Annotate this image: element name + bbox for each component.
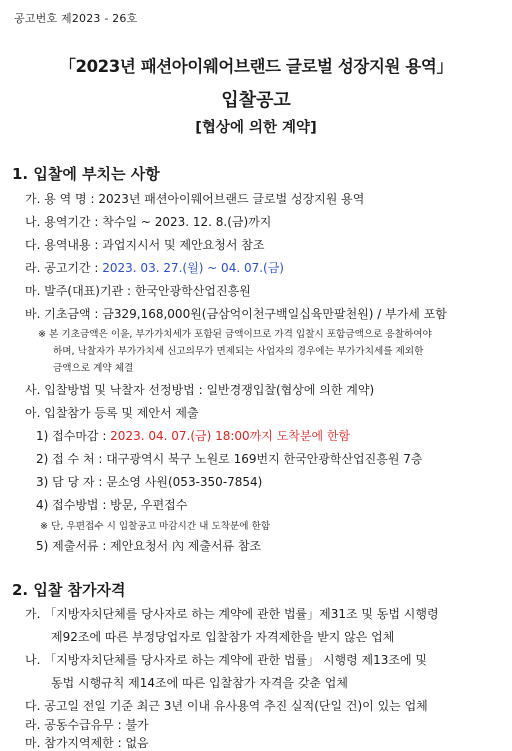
note-line-3: 금액으로 계약 체결 [53,363,134,374]
subitem-value: 문소영 사원(053-350-7854) [106,475,263,489]
item-value: 한국안광학산업진흥원 [134,284,251,298]
item-label: 라. 공고기간 : [25,261,103,275]
subitem-label: 5) 제출서류 : [36,539,111,553]
subitem-value: 대구광역시 북구 노원로 169번지 한국안광학산업진흥원 7층 [106,452,423,466]
qualification-line: 라. 공동수급유무 : 불가 [25,718,149,732]
title-main: 「2023년 패션아이웨어브랜드 글로벌 성장지원 용역」 [59,57,453,76]
item-label: 가. 용 역 명 : [25,192,99,206]
subitem-value: 방문, 우편접수 [110,498,188,512]
item-value: 착수일 ~ 2023. 12. 8.(금)까지 [102,215,272,229]
item-label: 마. 발주(대표)기관 : [25,284,135,298]
note-bullet: ※ [38,329,47,340]
sub-note: ※ 단, 우편접수 시 입찰공고 마감시간 내 도착분에 한함 [40,521,271,532]
notice-number: 공고번호 제2023 - 26호 [14,12,138,25]
qualification-line: 나. 「지방자치단체를 당사자로 하는 계약에 관한 법률」 시행령 제13조에 및 [25,653,427,667]
item-notice-period [25,259,284,276]
subitem-contact [36,473,262,490]
item-value: 금329,168,000원(금삼억이천구백일십육만팔천원) / 부가세 포함 [102,307,447,321]
item-label: 다. 용역내용 : [25,238,103,252]
subitem-value: 제안요청서 內 제출서류 참조 [110,539,262,553]
subitem-label: 1) 접수마감 : [36,429,111,443]
qualification-line: 마. 참가지역제한 : 없음 [25,736,149,750]
subitem-label: 2) 접 수 처 : [36,452,107,466]
item-value: 과업지시서 및 제안요청서 참조 [102,238,265,252]
item-service-name [25,190,364,207]
subitem-label: 3) 담 당 자 : [36,475,107,489]
subitem-location [36,450,422,467]
item-value: 일반경쟁입찰(협상에 의한 계약) [206,383,375,397]
subitem-value-highlight: 2023. 04. 07.(금) 18:00까지 도착분에 한함 [110,429,351,443]
item-value: 2023년 패션아이웨어브랜드 글로벌 성장지원 용역 [98,192,365,206]
note-line-1: ※ 본 기초금액은 이윤, 부가가치세가 포함된 금액이므로 가격 입찰시 포함금액으로 응찰하여야 [38,329,432,340]
qualification-line: 제92조에 따른 부정당업자로 입찰참가 자격제한을 받지 않은 업체 [51,630,395,644]
item-ordering-agency [25,282,251,299]
note-line-2: 하며, 낙찰자가 부가가치세 신고의무가 면제되는 사업자의 경우에는 부가가치세를 제외한 [53,346,424,357]
item-value-highlight: 2023. 03. 27.(월) ~ 04. 07.(금) [102,261,284,275]
item-service-period [25,213,271,230]
qualification-line: 동법 시행규칙 제14조에 따른 입찰참가 자격을 갖춘 업체 [51,676,348,690]
item-service-content [25,236,264,253]
item-base-amount [25,305,447,322]
qualification-line: 다. 공고일 전일 기준 최근 3년 이내 유사용역 추진 실적(단일 건)이 있는 업체 [25,699,428,713]
subitem-documents [36,537,261,554]
section2-heading: 2. 입찰 참가자격 [12,581,126,599]
item-label: 나. 용역기간 : [25,215,103,229]
subitem-deadline [36,427,350,444]
item-label: 바. 기초금액 : [25,307,103,321]
section1-heading: 1. 입찰에 부치는 사항 [12,165,160,183]
item-bid-method [25,381,374,398]
title-contract-type: [협상에 의한 계약] [195,120,317,136]
qualification-line: 가. 「지방자치단체를 당사자로 하는 계약에 관한 법률」제31조 및 동법 시행령 [25,607,439,621]
item-registration: 아. 입찰참가 등록 및 제안서 제출 [25,406,199,420]
subitem-label: 4) 접수방법 : [36,498,111,512]
subitem-method [36,496,187,513]
item-label: 사. 입찰방법 및 낙찰자 선정방법 : [25,383,207,397]
title-bid-notice: 입찰공고 [221,90,291,111]
